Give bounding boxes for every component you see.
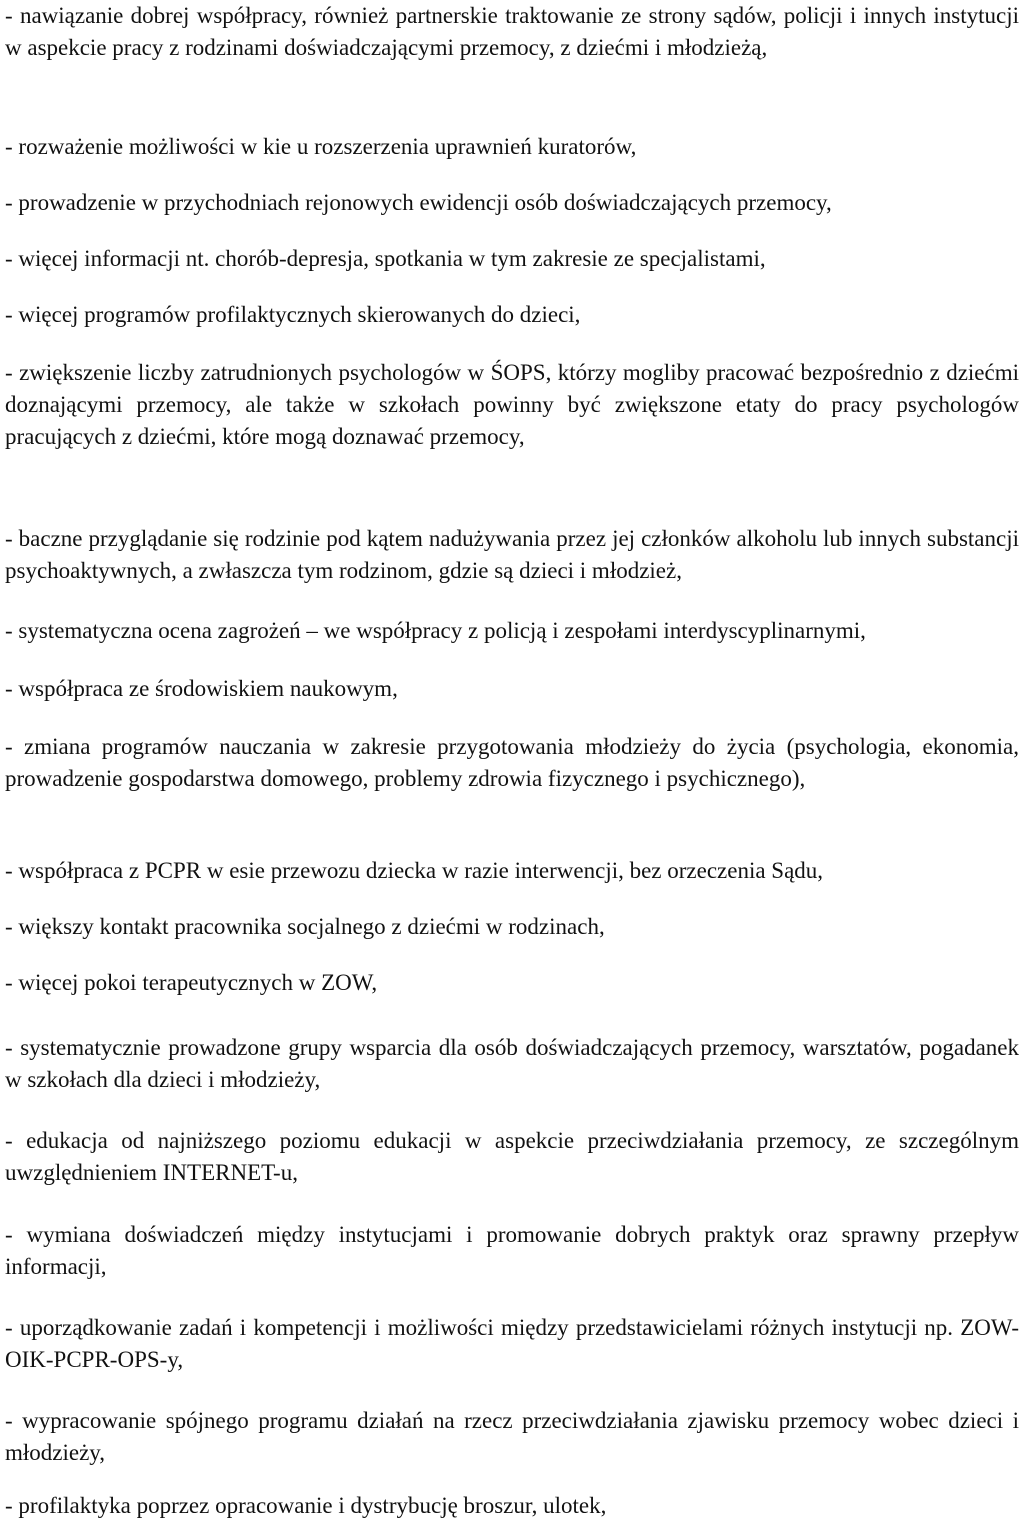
list-item: - rozważenie możliwości w kie u rozszerzenia uprawnień kuratorów, bbox=[5, 134, 637, 159]
list-item: - więcej programów profilaktycznych skierowanych do dzieci, bbox=[5, 302, 581, 327]
list-item: - większy kontakt pracownika socjalnego z dziećmi w rodzinach, bbox=[5, 914, 605, 939]
list-item: - systematycznie prowadzone grupy wsparcia dla osób doświadczających przemocy, warsztatów, pogadanek w szkołach dla dzieci i młodzieży, bbox=[5, 1035, 1019, 1092]
list-item: - prowadzenie w przychodniach rejonowych ewidencji osób doświadczających przemocy, bbox=[5, 190, 832, 215]
list-item: - więcej pokoi terapeutycznych w ZOW, bbox=[5, 970, 378, 995]
list-item: - edukacja od najniższego poziomu edukacji w aspekcie przeciwdziałania przemocy, ze szczególnym uwzględnieniem INTERNET-u, bbox=[5, 1128, 1019, 1185]
list-item: - nawiązanie dobrej współpracy, również partnerskie traktowanie ze strony sądów, policji i innych instytucji w aspekcie pracy z rodzinami doświadczającymi przemocy, z dziećmi i młodzieżą, bbox=[5, 3, 1019, 60]
list-item: - wymiana doświadczeń między instytucjami i promowanie dobrych praktyk oraz sprawny przepływ informacji, bbox=[5, 1222, 1019, 1279]
list-item: - uporządkowanie zadań i kompetencji i możliwości między przedstawicielami różnych instytucji np. ZOW-OIK-PCPR-OPS-y, bbox=[5, 1315, 1019, 1372]
list-item: - współpraca z PCPR w esie przewozu dziecka w razie interwencji, bez orzeczenia Sądu, bbox=[5, 858, 824, 883]
list-item: - zmiana programów nauczania w zakresie przygotowania młodzieży do życia (psychologia, ekonomia, prowadzenie gospodarstwa domowego, problemy zdrowia fizycznego i psychicznego), bbox=[5, 734, 1019, 791]
list-item: - więcej informacji nt. chorób-depresja, spotkania w tym zakresie ze specjalistami, bbox=[5, 246, 766, 271]
list-item: - wypracowanie spójnego programu działań na rzecz przeciwdziałania zjawisku przemocy wobec dzieci i młodzieży, bbox=[5, 1408, 1019, 1465]
list-item: - systematyczna ocena zagrożeń – we współpracy z policją i zespołami interdyscyplinarnymi, bbox=[5, 618, 866, 643]
list-item: - baczne przyglądanie się rodzinie pod kątem nadużywania przez jej członków alkoholu lub innych substancji psychoaktywnych, a zwłaszcza tym rodzinom, gdzie są dzieci i młodzież, bbox=[5, 526, 1019, 583]
list-item: - profilaktyka poprzez opracowanie i dystrybucję broszur, ulotek, bbox=[5, 1493, 607, 1518]
list-item: - zwiększenie liczby zatrudnionych psychologów w ŚOPS, którzy mogliby pracować bezpośrednio z dziećmi doznającymi przemocy, ale także w szkołach powinny być zwiększone etaty do pracy psychologów pracujących z dziećmi, które mogą doznawać przemocy, bbox=[5, 360, 1019, 449]
list-item: - współpraca ze środowiskiem naukowym, bbox=[5, 676, 398, 701]
